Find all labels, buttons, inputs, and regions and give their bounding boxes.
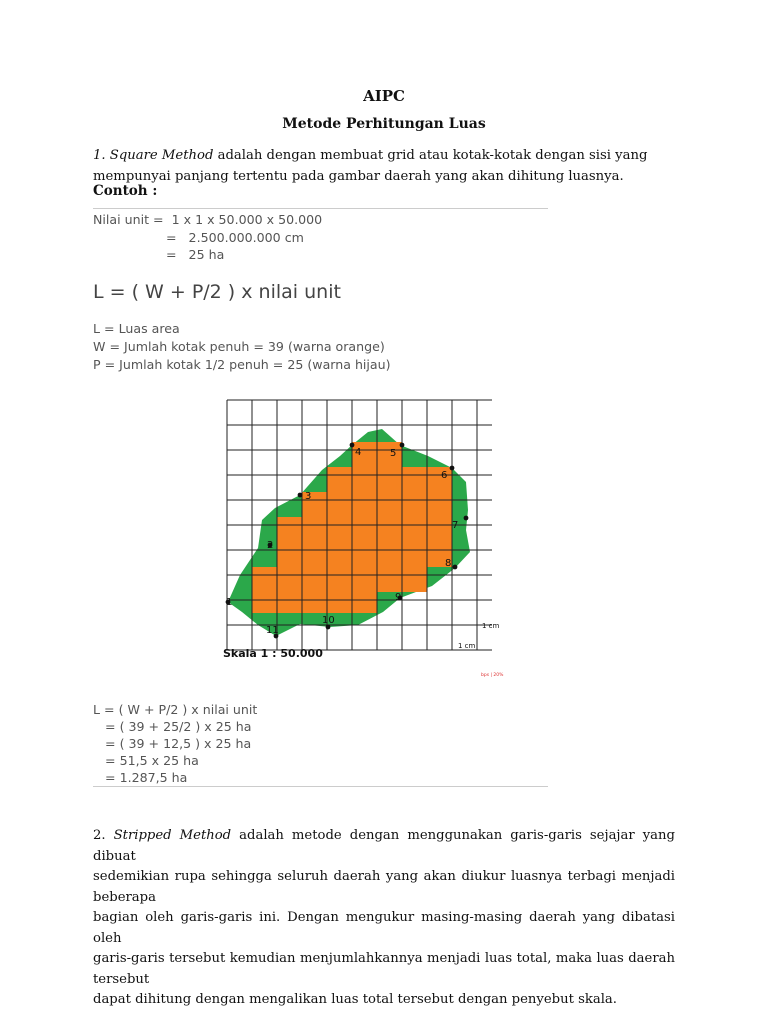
paragraph-stripped-method [93,826,675,1011]
point-label: 11 [266,625,279,636]
paragraph-line: dapat dihitung dengan mengalikan luas total tersebut dengan penyebut skala. [93,992,617,1007]
point-label: 1 [226,597,233,608]
paragraph-line: garis-garis tersebut kemudian menjumlahkannya menjadi luas total, maka luas daerah tersebut [93,951,675,987]
calc-line: L = ( W + P/2 ) x nilai unit [93,702,258,717]
page-title: AIPC [363,87,405,105]
point-label: 2 [267,540,274,551]
point-label: 7 [452,520,459,531]
calc-line: = 2.500.000.000 cm [166,230,304,245]
method-term: Stripped Method [113,828,232,843]
point-label: 3 [305,491,312,502]
area-formula: L = ( W + P/2 ) x nilai unit [93,281,341,303]
calc-line: = ( 39 + 25/2 ) x 25 ha [93,719,252,734]
point-label: 5 [390,448,397,459]
boundary-point [450,466,455,471]
watermark: bps | 20% [481,673,504,678]
paragraph-line: sedemikian rupa sehingga seluruh daerah yang akan diukur luasnya terbagi menjadi beberapa [93,869,675,905]
area-calculation [93,700,548,787]
point-label: 6 [441,470,448,481]
paragraph-text: adalah metode dengan menggunakan garis-garis sejajar yang dibuat [93,828,675,864]
paragraph-line: bagian oleh garis-garis ini. Dengan mengukur masing-masing daerah yang dibatasi oleh [93,910,675,946]
scale-label: Skala 1 : 50.000 [223,647,323,660]
boundary-point [453,565,458,570]
definition-line: W = Jumlah kotak penuh = 39 (warna orange) [93,339,385,354]
calc-line: = 1.287,5 ha [93,770,188,785]
paragraph-text: adalah dengan membuat grid atau kotak-kotak dengan sisi yang [217,148,648,163]
point-label: 9 [395,592,402,603]
example-label: Contoh : [93,183,158,199]
section-number: 1. [93,148,106,163]
calc-line: = 25 ha [166,247,225,262]
unit-label-bottom: 1 cm [458,642,476,650]
boundary-point [298,493,303,498]
boundary-point [400,443,405,448]
paragraph-line [93,826,675,867]
calc-line: = 51,5 x 25 ha [93,753,199,768]
definition-line: P = Jumlah kotak 1/2 penuh = 25 (warna hijau) [93,357,391,372]
section-number: 2. [93,828,106,843]
method-term: Square Method [109,148,214,163]
paragraph-line: mempunyai panjang tertentu pada gambar daerah yang akan dihitung luasnya. [93,168,624,184]
definition-line: L = Luas area [93,321,180,336]
page-subtitle: Metode Perhitungan Luas [282,116,486,132]
point-label: 8 [445,558,452,569]
calc-line: = ( 39 + 12,5 ) x 25 ha [93,736,252,751]
boundary-point [464,516,469,521]
boundary-point [350,443,355,448]
unit-label-right: 1 cm [482,622,500,630]
point-label: 4 [355,447,362,458]
calc-line: Nilai unit = 1 x 1 x 50.000 x 50.000 [93,212,323,227]
point-label: 10 [322,615,335,626]
